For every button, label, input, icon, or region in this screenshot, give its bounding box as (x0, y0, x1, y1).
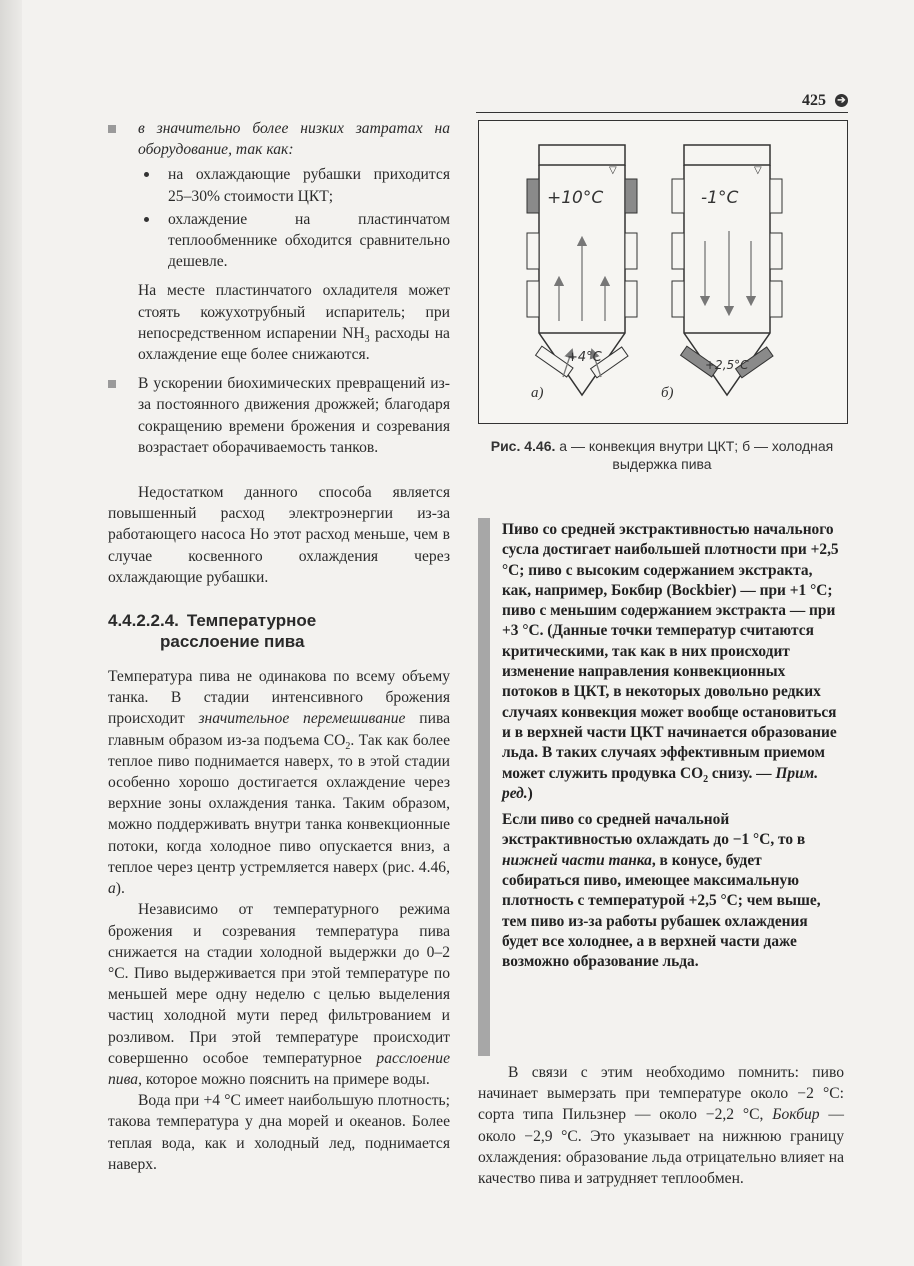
section-heading (108, 610, 450, 652)
dot-bullet-icon (144, 217, 149, 222)
tank-b-bottom-temp: +2,5°C (705, 358, 749, 372)
italic-run: Бокбир (772, 1106, 820, 1124)
liquid-level-a: ▽ (609, 165, 617, 176)
tank-b-jackets (672, 179, 782, 378)
italic-run: расслоение пива (108, 1049, 450, 1088)
text-run: Пиво со средней экстрактивностью начального сусла достигает наибольшей плотности при +2,5 °С; пиво с высоким содержанием экстракта, как, например, Бокбир (Bockbier) — при +1 °С; пиво с меньшим содержанием экстракта — при +3 °С. (Данные точки температур считаются критическими, так как в них происходит изменение направления конвекционных потоков в ЦКТ, в некоторых довольно редких случаях конвекция может вообще остановиться и в верхней части ЦКТ начинается образование льда. В таких случаях эффективным приемом может служить продувка CO (502, 521, 839, 782)
dot-bullet-icon (144, 172, 149, 177)
scan-shadow-edge (0, 0, 22, 1266)
list-item-equipment (108, 118, 450, 365)
circle-arrow-icon: ➔ (835, 94, 848, 107)
sub-list-item-text: на охлаждающие рубашки приходится 25–30% стоимости ЦКТ; (168, 166, 450, 205)
section-title-line1: Температурное (186, 611, 317, 631)
tank-a-label: а) (531, 385, 544, 401)
figure-4-46 (478, 120, 848, 424)
page-header (476, 94, 848, 113)
jacket-empty (672, 233, 684, 269)
note-side-bar (478, 518, 490, 1056)
section-title-line2: расслоение пива (160, 632, 305, 652)
text-run: Независимо от температурного режима брожения и созревания температура пива снижается на стадии холодной выдержки до 0–2 °С. Пиво выдерживается при этой температуре по меньшей мере одну неделю с целью выделения частиц холодной мути перед фильтрованием и розливом. При этой температуре происходит совершенно особое температурное (108, 901, 450, 1067)
subscript: 2 (703, 773, 709, 785)
jacket-shaded (527, 179, 539, 213)
jacket-empty (625, 281, 637, 317)
jacket-empty (672, 281, 684, 317)
italic-run: Прим. ред. (502, 764, 819, 802)
text-run: , которое можно пояснить на примере воды. (138, 1070, 430, 1088)
sub-list-item (138, 209, 450, 273)
jacket-empty (527, 233, 539, 269)
note-text (502, 520, 840, 973)
jacket-empty (625, 233, 637, 269)
editor-note (478, 518, 846, 1056)
text-run: ). (115, 880, 125, 898)
paragraph: Недостатком данного способа является повышенный расход электроэнергии из-за работающего насоса Но этот расход меньше, чем в случае косвенного охлаждения через охлаждающие рубашки. (108, 484, 450, 586)
text-run: пива главным образом из-за подъема CO (108, 710, 451, 749)
list-item-text: в значительно более низких затратах на оборудование, так как: (138, 120, 450, 159)
liquid-level-b: ▽ (754, 165, 762, 176)
list-item-biochem (108, 373, 450, 458)
subscript: 2 (345, 740, 351, 752)
paragraph (108, 899, 450, 1090)
paragraph (478, 1062, 844, 1189)
jacket-empty (770, 233, 782, 269)
italic-run: а (108, 880, 116, 898)
right-column-bottom (478, 1062, 844, 1189)
paragraph: Вода при +4 °С имеет наибольшую плотность; такова температура у дна морей и океанов. Более теплая вода, как и холодный лед, поднимается наверх. (108, 1092, 450, 1173)
tank-diagram (479, 121, 847, 423)
list-item-text: В ускорении биохимических превращений из-за постоянного движения дрожжей; благодаря сокращению времени брожения и созревания возрастает оборачиваемость танков. (138, 375, 450, 456)
text-run: — около −2,9 °С. Это указывает на нижнюю границу охлаждения: образование льда отрицательно влияет на качество пива и затрудняет теплообмен. (478, 1106, 844, 1188)
page-number: 425 (802, 92, 826, 109)
sub-list-item-text: охлаждение на пластинчатом теплообменнике обходится сравнительно дешевле. (168, 210, 450, 271)
tank-b-top-cap (684, 145, 770, 165)
left-column (108, 118, 450, 1175)
tank-b-label: б) (661, 385, 674, 401)
text-run: ) (527, 784, 533, 802)
text-run: , в конусе, будет собираться пиво, имеющее максимальную плотность с температурой +2,5 °С; чем выше, тем пиво из-за работы рубашек охлаждения будет все холоднее, а в верхней части даже возможно образование льда. (502, 851, 821, 971)
paragraph (108, 666, 450, 899)
jacket-empty (527, 281, 539, 317)
note-paragraph (502, 810, 840, 972)
italic-run: нижней части танка (502, 851, 652, 869)
jacket-shaded (625, 179, 637, 213)
caption-text: а — конвекция внутри ЦКТ; б — холодная выдержка пива (555, 438, 834, 472)
text-run: расходы на охлаждение еще более снижаются. (138, 324, 450, 364)
figure-caption (478, 437, 846, 473)
sub-list (138, 164, 450, 272)
caption-label: Рис. 4.46. (490, 438, 556, 454)
paragraph (108, 280, 450, 365)
text-run: . Так как более теплое пиво поднимается наверх, то в этой стадии особенно хорошо достигается охлаждение через верхние зоны охлаждения танка. Таким образом, можно поддерживать внутри танка конвекционные потоки, когда холодное пиво опускается вниз, а теплое через центр устремляется наверх (рис. 4.46, (108, 731, 450, 876)
text-run: На месте пластинчатого охладителя может стоять кожухотрубный испаритель; при непосредственном испарении NH (138, 282, 450, 342)
text-run: Температура пива не одинакова по всему объему танка. В стадии интенсивного брожения происходит (108, 668, 450, 728)
sub-list-item (138, 164, 450, 206)
tank-a-bottom-temp: +4°C (567, 350, 602, 365)
tank-b-flow-arrows (705, 231, 751, 311)
section-number: 4.4.2.2.4. (108, 611, 179, 631)
italic-run: значительное перемешивание (198, 710, 406, 728)
jacket-empty (672, 179, 684, 213)
tank-a-top-cap (539, 145, 625, 165)
subscript: 3 (364, 333, 370, 345)
tank-a-top-temp: +10°C (547, 188, 604, 208)
note-paragraph (502, 520, 840, 804)
text-run: снизу. — (708, 764, 776, 782)
jacket-empty (770, 179, 782, 213)
text-run: В связи с этим необходимо помнить: пиво начинает вымерзать при температуре около −2 °С: сорта типа Пильзнер — около −2,2 °С, (478, 1064, 844, 1124)
jacket-empty (770, 281, 782, 317)
text-run: Если пиво со средней начальной экстрактивностью охлаждать до −1 °С, то в (502, 811, 806, 849)
square-bullet-icon (108, 380, 116, 388)
square-bullet-icon (108, 125, 116, 133)
tank-b-top-temp: -1°C (701, 188, 739, 208)
